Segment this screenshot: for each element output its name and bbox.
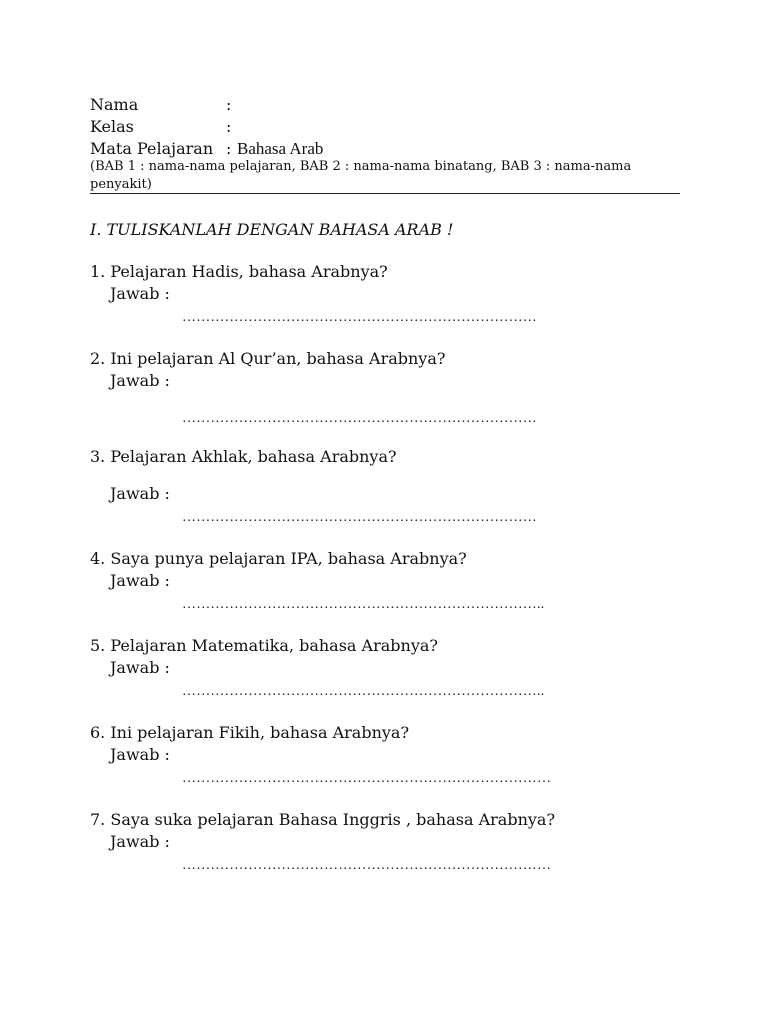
answer-line-6[interactable]: ……………………………………………………………………	[182, 771, 552, 786]
answer-label-3: Jawab :	[110, 484, 170, 503]
question-4: 4. Saya punya pelajaran IPA, bahasa Arabnya?	[90, 549, 467, 568]
answer-label-5: Jawab :	[110, 658, 170, 677]
answer-line-5[interactable]: …………………………………………………………………..	[182, 684, 545, 699]
kelas-label: Kelas	[90, 117, 134, 136]
answer-line-7[interactable]: ……………………………………………………………………	[182, 858, 552, 873]
question-1: 1. Pelajaran Hadis, bahasa Arabnya?	[90, 262, 388, 281]
answer-label-2: Jawab :	[110, 371, 170, 390]
mapel-colon: :	[226, 139, 232, 158]
question-7: 7. Saya suka pelajaran Bahasa Inggris , bahasa Arabnya?	[90, 810, 556, 829]
question-6: 6. Ini pelajaran Fikih, bahasa Arabnya?	[90, 723, 410, 742]
mapel-label: Mata Pelajaran	[90, 139, 214, 158]
answer-label-1: Jawab :	[110, 284, 170, 303]
subject-value: Bahasa Arab	[237, 139, 324, 158]
answer-line-3[interactable]: …………………………………………………………………	[182, 510, 537, 525]
answer-label-4: Jawab :	[110, 571, 170, 590]
answer-label-6: Jawab :	[110, 745, 170, 764]
answer-line-2[interactable]: …………………………………………………………………	[182, 411, 537, 426]
question-5: 5. Pelajaran Matematika, bahasa Arabnya?	[90, 636, 438, 655]
section-title: I. TULISKANLAH DENGAN BAHASA ARAB !	[90, 220, 454, 239]
question-3: 3. Pelajaran Akhlak, bahasa Arabnya?	[90, 447, 397, 466]
question-2: 2. Ini pelajaran Al Qur’an, bahasa Arabnya?	[90, 349, 446, 368]
answer-line-4[interactable]: …………………………………………………………………..	[182, 597, 545, 612]
nama-label: Nama	[90, 95, 139, 114]
nama-colon: :	[226, 95, 232, 114]
answer-line-1[interactable]: …………………………………………………………………	[182, 310, 537, 325]
kelas-colon: :	[226, 117, 232, 136]
chapter-note: (BAB 1 : nama-nama pelajaran, BAB 2 : nama-nama binatang, BAB 3 : nama-nama penyakit)	[90, 159, 632, 192]
answer-label-7: Jawab :	[110, 832, 170, 851]
header-divider	[90, 193, 680, 194]
